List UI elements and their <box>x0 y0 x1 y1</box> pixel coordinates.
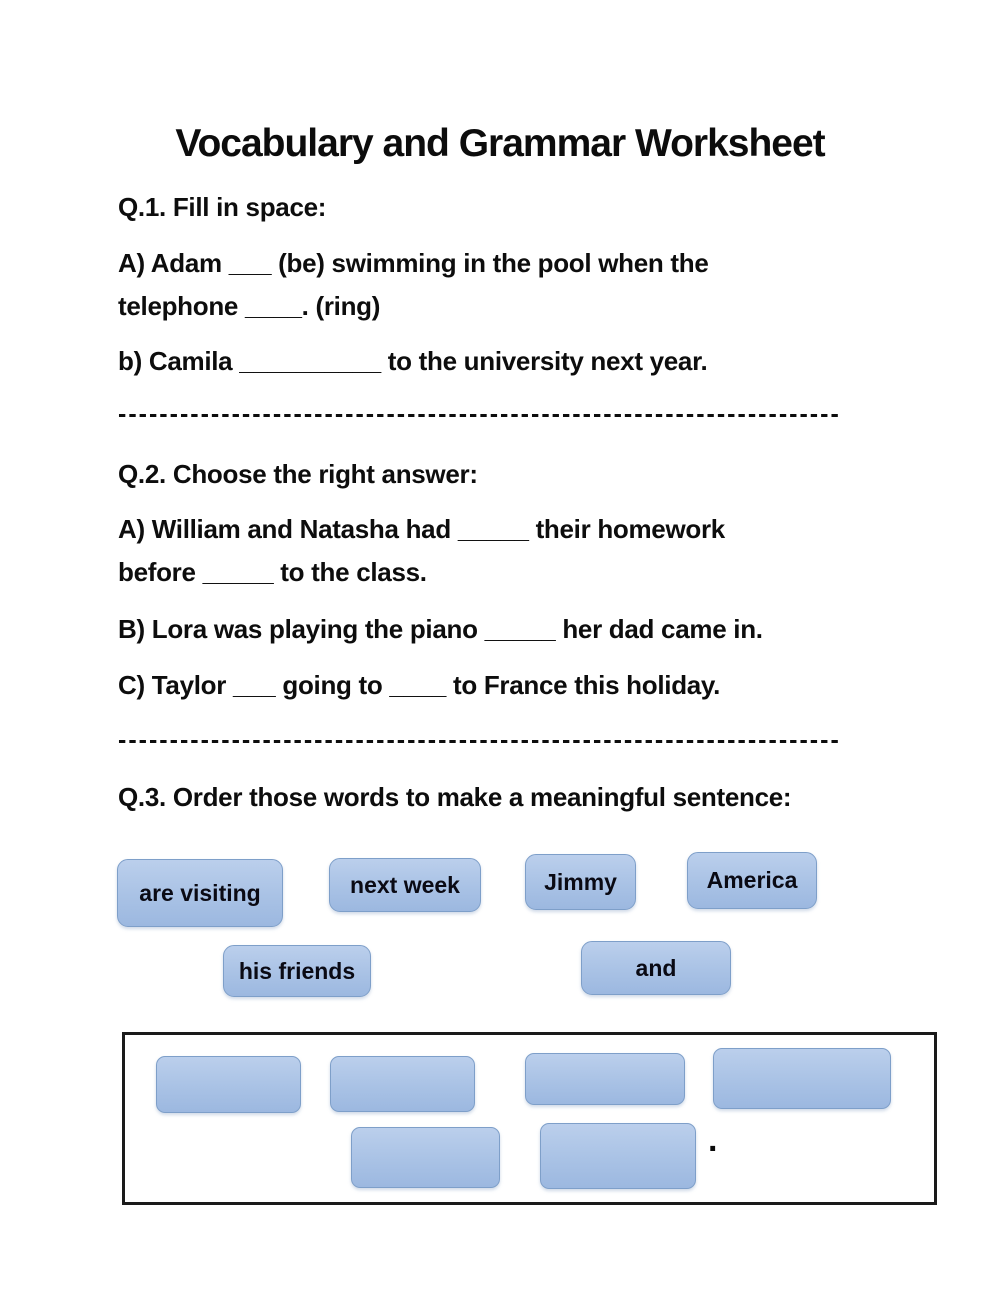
word-chip-next-week[interactable]: next week <box>329 858 481 912</box>
q1-item-a-line2: telephone ____. (ring) <box>118 291 381 321</box>
q1-heading: Q.1. Fill in space: <box>118 192 327 222</box>
q2-item-a-line1: A) William and Natasha had _____ their homework <box>118 514 725 544</box>
answer-slot[interactable] <box>540 1123 696 1189</box>
word-chip-america[interactable]: America <box>687 852 817 909</box>
answer-slot[interactable] <box>525 1053 685 1105</box>
answer-slot[interactable] <box>351 1127 500 1188</box>
sentence-period: . <box>708 1121 718 1159</box>
q2-heading: Q.2. Choose the right answer: <box>118 459 478 489</box>
page-title: Vocabulary and Grammar Worksheet <box>175 122 825 165</box>
answer-slot[interactable] <box>330 1056 475 1112</box>
word-chip-his-friends[interactable]: his friends <box>223 945 371 997</box>
q3-heading: Q.3. Order those words to make a meaningful sentence: <box>118 782 792 812</box>
q2-item-a-line2: before _____ to the class. <box>118 557 427 587</box>
answer-slot[interactable] <box>713 1048 891 1109</box>
dashed-divider: ---------------------------------------------------------------------- <box>118 400 841 428</box>
q2-item-b: B) Lora was playing the piano _____ her dad came in. <box>118 614 763 644</box>
word-chip-and[interactable]: and <box>581 941 731 995</box>
answer-slot[interactable] <box>156 1056 301 1113</box>
q1-item-b: b) Camila __________ to the university next year. <box>118 346 708 376</box>
q2-item-c: C) Taylor ___ going to ____ to France this holiday. <box>118 670 721 700</box>
answer-area <box>122 1032 937 1205</box>
word-chip-jimmy[interactable]: Jimmy <box>525 854 636 910</box>
q1-item-a-line1: A) Adam ___ (be) swimming in the pool when the <box>118 248 709 278</box>
word-chip-are-visiting[interactable]: are visiting <box>117 859 283 927</box>
dashed-divider: ---------------------------------------------------------------------- <box>118 726 841 754</box>
